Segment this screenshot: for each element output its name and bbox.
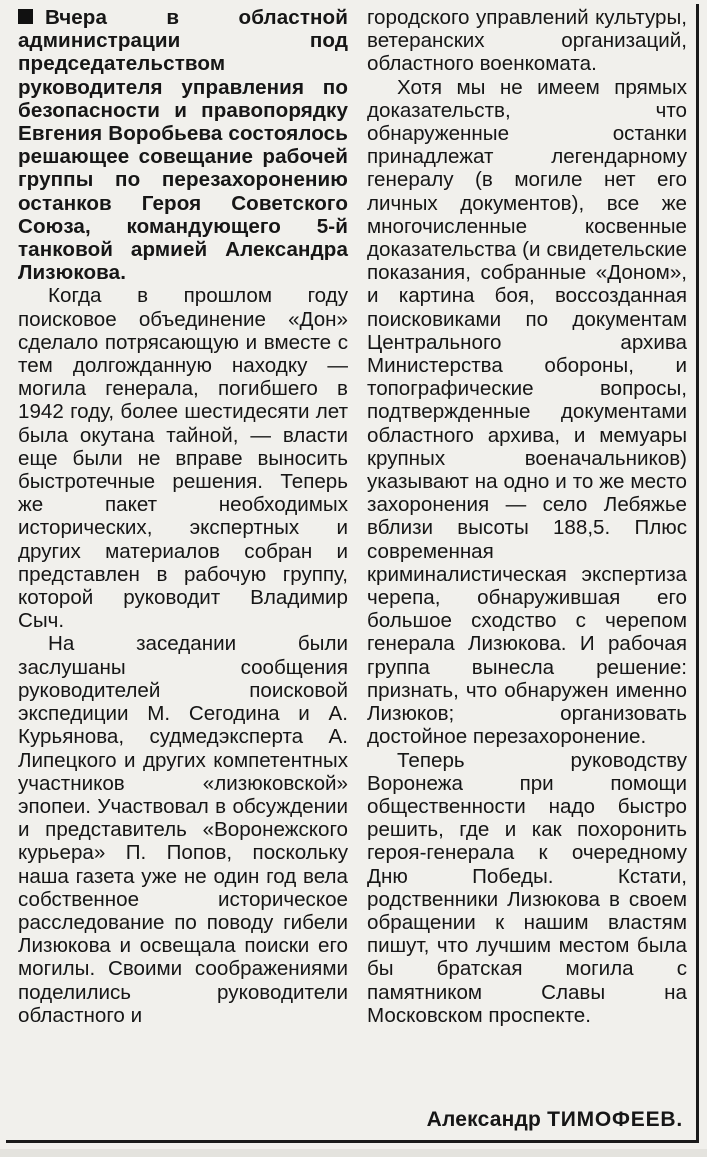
paragraph-2-text-right: городского управлений культуры, ветеранских организаций, областного военкомата. bbox=[367, 6, 687, 76]
author-signature bbox=[427, 1108, 683, 1132]
page-bottom-edge bbox=[0, 1149, 707, 1157]
column-right bbox=[367, 6, 687, 1027]
author-first-name: Александр bbox=[426, 1108, 542, 1131]
paragraph-1: Когда в прошлом году поисковое объединение «Дон» сделало потрясающую и вместе с тем долгожданную находку — могила генерала, погибшего в 1942 году, более шестидесяти лет была окутана тайной, — власти еще были не вправе выносить быстротечные решения. Теперь же пакет необходимых исторических, экспертных и других материалов собран и представлен в рабочую группу, которой руководит Владимир Сыч. bbox=[18, 284, 348, 633]
paragraph-3: Хотя мы не имеем прямых доказательств, что обнаруженные останки принадлежат легендарному генералу (в могиле нет его личных документов), все же многочисленные косвенные доказательства (и свидетельские показания, собранные «Доном», и картина боя, воссозданная поисковиками по документам Центрального архива Министерства обороны, и топографические вопросы, подтвержденные документами областного архива, и мемуары крупных военачальников) указывают на одно и то же место захоронения — село Лебяжье вблизи высоты 188,5. Плюс современная криминалистическая экспертиза черепа, обнаружившая его большое сходство с черепом генерала Лизюкова. И рабочая группа вынесла решение: признать, что обнаружен именно Лизюков; организовать достойное перезахоронение. bbox=[367, 75, 687, 749]
column-left bbox=[18, 6, 348, 1027]
lead-paragraph bbox=[18, 6, 348, 284]
paragraph-2-start bbox=[18, 632, 348, 1026]
author-last-name: ТИМОФЕЕВ. bbox=[547, 1108, 683, 1131]
paragraph-4: Теперь руководству Воронежа при помощи общественности надо быстро решить, где и как похоронить героя-генерала к очередному Дню Победы. Кстати, родственники Лизюкова в своем обращении к нашим властям пишут, что лучшим местом была бы братская могила с памятником Славы на Московском проспекте. bbox=[367, 748, 687, 1027]
lead-text: Вчера в областной администрации под председательством руководителя управления по безопасности и правопорядку Евгения Воробьева состоялось решающее совещание рабочей группы по перезахоронению останков Героя Советского Союза, командующего 5-й танковой армией Александра Лизюкова. bbox=[18, 6, 348, 285]
paragraph-2-text-left: На заседании были заслушаны сообщения руководителей поисковой экспедиции М. Сегодина и А. Курьянова, судмедэксперта А. Липецкого и других компетентных участников «лизюковской» эпопеи. Участвовал в обсуждении и представитель «Воронежского курьера» П. Попов, поскольку наша газета уже не один год вела собственное историческое расследование по поводу гибели Лизюкова и освещала поиски его могилы. Своими соображениями поделились руководители областного и bbox=[18, 632, 348, 1027]
square-bullet-icon bbox=[18, 9, 33, 24]
paragraph-2-end bbox=[367, 6, 687, 76]
